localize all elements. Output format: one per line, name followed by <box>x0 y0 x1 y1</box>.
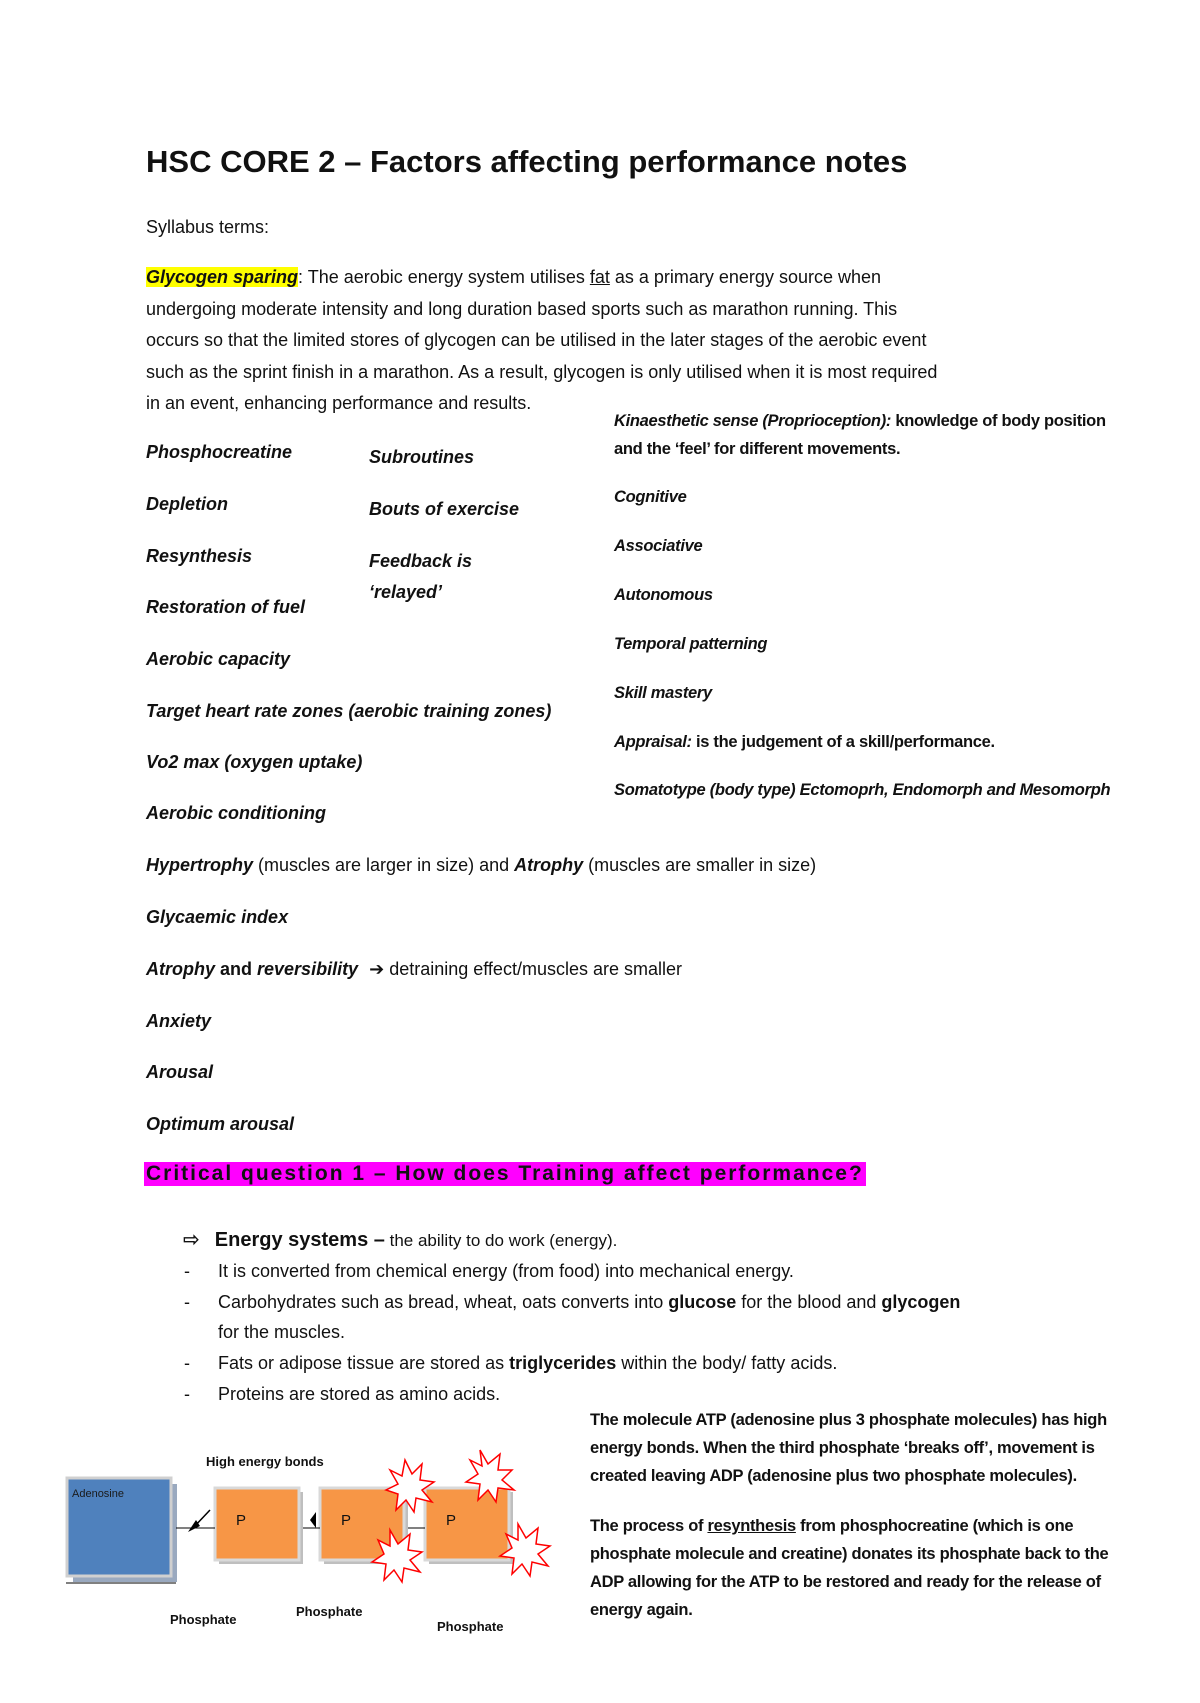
phosphate-p-3: P <box>446 1512 457 1529</box>
energy-item-4 <box>184 1384 501 1405</box>
dash-bullet: - <box>184 1292 190 1312</box>
atp-p1-line-1: The molecule ATP (adenosine plus 3 phosphate molecules) has high <box>590 1411 1107 1429</box>
term-relayed: ‘relayed’ <box>369 582 443 602</box>
energy-item-2a: Carbohydrates such as bread, wheat, oats converts into <box>218 1292 669 1312</box>
atp-p2-line-4: energy again. <box>590 1601 693 1619</box>
term-anxiety: Anxiety <box>146 1011 212 1031</box>
atp-p1-line-3: created leaving ADP (adenosine plus two phosphate molecules). <box>590 1467 1077 1485</box>
atrophy-desc: (muscles are smaller in size) <box>583 855 817 875</box>
right-arrow-icon: ➔ <box>369 959 385 979</box>
atp-p2-resynthesis: resynthesis <box>707 1517 796 1535</box>
glycogen-line-5: in an event, enhancing performance and results. <box>146 393 532 413</box>
atp-p2-b: from phosphocreatine (which is one <box>795 1517 1074 1535</box>
term-subroutines: Subroutines <box>369 447 475 467</box>
appraisal-desc: is the judgement of a skill/performance. <box>691 733 995 751</box>
energy-item-1-text: It is converted from chemical energy (from food) into mechanical energy. <box>218 1261 794 1281</box>
phosphate-p-1: P <box>236 1512 247 1529</box>
kinaesthetic-desc-2: and the ‘feel’ for different movements. <box>614 440 901 458</box>
phosphate-box-1 <box>215 1488 299 1560</box>
term-bouts-of-exercise: Bouts of exercise <box>369 499 520 519</box>
energy-item-2e: for the muscles. <box>218 1322 346 1342</box>
phosphate-label-3: Phosphate <box>437 1619 504 1634</box>
energy-item-3c: within the body/ fatty acids. <box>616 1353 838 1373</box>
term-vo2max: Vo2 max (oxygen uptake) <box>146 752 363 772</box>
energy-item-2c: for the blood and <box>736 1292 882 1312</box>
term-glycaemic-index: Glycaemic index <box>146 907 289 927</box>
reversibility-line <box>146 959 682 980</box>
term-phosphocreatine: Phosphocreatine <box>146 442 293 462</box>
term-hypertrophy: Hypertrophy <box>146 855 254 875</box>
energy-glucose: glucose <box>668 1292 737 1312</box>
appraisal-line <box>614 733 995 752</box>
phosphate-label-2: Phosphate <box>296 1604 363 1619</box>
glycogen-line-1b: as a primary energy source when <box>609 267 881 287</box>
and-text: and <box>215 959 258 979</box>
atp-p2-a: The process of <box>590 1517 708 1535</box>
energy-item-3 <box>184 1353 838 1374</box>
dash-bullet: - <box>184 1384 190 1404</box>
term-depletion: Depletion <box>146 494 229 514</box>
dash-bullet: - <box>184 1261 190 1281</box>
appraisal-term: Appraisal: <box>614 733 692 751</box>
phosphate-label-1: Phosphate <box>170 1612 237 1627</box>
atp-diagram-svg <box>60 1440 580 1698</box>
atp-diagram <box>60 1440 580 1698</box>
glycogen-term: Glycogen sparing <box>146 267 299 287</box>
atp-p1-line-2: energy bonds. When the third phosphate ‘breaks off’, movement is <box>590 1439 1095 1457</box>
term-reversibility: reversibility <box>257 959 359 979</box>
atp-p2-line-2: phosphate molecule and creatine) donates its phosphate back to the <box>590 1545 1109 1563</box>
term-resynthesis: Resynthesis <box>146 546 253 566</box>
term-feedback: Feedback is <box>369 551 473 571</box>
energy-triglycerides: triglycerides <box>509 1353 617 1373</box>
adenosine-label: Adenosine <box>72 1488 124 1500</box>
term-atrophy-2: Atrophy <box>146 959 215 979</box>
energy-heading: Energy systems – <box>214 1229 385 1251</box>
reversibility-desc: detraining effect/muscles are smaller <box>384 959 682 979</box>
hypertrophy-line <box>146 855 816 876</box>
high-energy-bonds-label: High energy bonds <box>206 1454 324 1469</box>
term-cognitive: Cognitive <box>614 488 687 506</box>
energy-item-2 <box>184 1292 961 1313</box>
kinaesthetic-desc-1: knowledge of body position <box>891 412 1106 430</box>
term-optimum-arousal: Optimum arousal <box>146 1114 295 1134</box>
glycogen-colon: : <box>298 267 304 287</box>
hollow-arrow-icon: ⇨ <box>183 1229 200 1251</box>
term-target-heart-rate: Target heart rate zones (aerobic training zones) <box>146 701 552 721</box>
phosphate-p-2: P <box>341 1512 352 1529</box>
glycogen-line-1a: The aerobic energy system utilises <box>303 267 590 287</box>
term-temporal-patterning: Temporal patterning <box>614 635 768 653</box>
term-skill-mastery: Skill mastery <box>614 684 712 702</box>
atp-paragraph-2 <box>590 1512 1170 1624</box>
kinaesthetic-line-1 <box>614 412 1106 431</box>
syllabus-heading: Syllabus terms: <box>146 217 270 237</box>
critical-question-heading: Critical question 1 – How does Training affect performance? <box>146 1162 864 1185</box>
glycogen-paragraph <box>146 262 1076 420</box>
term-autonomous: Autonomous <box>614 586 713 604</box>
term-associative: Associative <box>614 537 703 555</box>
energy-heading-desc: the ability to do work (energy). <box>384 1231 618 1250</box>
energy-item-1 <box>184 1261 794 1282</box>
dash-bullet: - <box>184 1353 190 1373</box>
term-somatotype: Somatotype (body type) Ectomoprh, Endomorph and Mesomorph <box>614 781 1111 799</box>
kinaesthetic-term: Kinaesthetic sense (Proprioception): <box>614 412 892 430</box>
glycogen-line-2: undergoing moderate intensity and long duration based sports such as marathon running. This <box>146 298 898 319</box>
term-restoration: Restoration of fuel <box>146 597 306 617</box>
term-aerobic-conditioning: Aerobic conditioning <box>146 803 326 823</box>
page-title: HSC CORE 2 – Factors affecting performance notes <box>146 144 908 179</box>
atp-paragraph-1 <box>590 1406 1170 1490</box>
glycogen-line-3: occurs so that the limited stores of glycogen can be utilised in the later stages of the aerobic event <box>146 330 927 350</box>
bond-arrowhead-2 <box>310 1512 316 1528</box>
glycogen-fat: fat <box>589 267 610 287</box>
energy-item-3a: Fats or adipose tissue are stored as <box>218 1353 510 1373</box>
energy-glycogen: glycogen <box>881 1292 961 1312</box>
term-arousal: Arousal <box>146 1062 214 1082</box>
glycogen-line-4: such as the sprint finish in a marathon. As a result, glycogen is only utilised when it is most required <box>146 361 938 382</box>
atp-p2-line-3: ADP allowing for the ATP to be restored and ready for the release of <box>590 1573 1101 1591</box>
term-atrophy: Atrophy <box>514 855 584 875</box>
hypertrophy-desc: (muscles are larger in size) and <box>253 855 515 875</box>
term-aerobic-capacity: Aerobic capacity <box>146 649 291 669</box>
energy-item-4-text: Proteins are stored as amino acids. <box>218 1384 501 1404</box>
energy-heading-row <box>183 1227 617 1252</box>
